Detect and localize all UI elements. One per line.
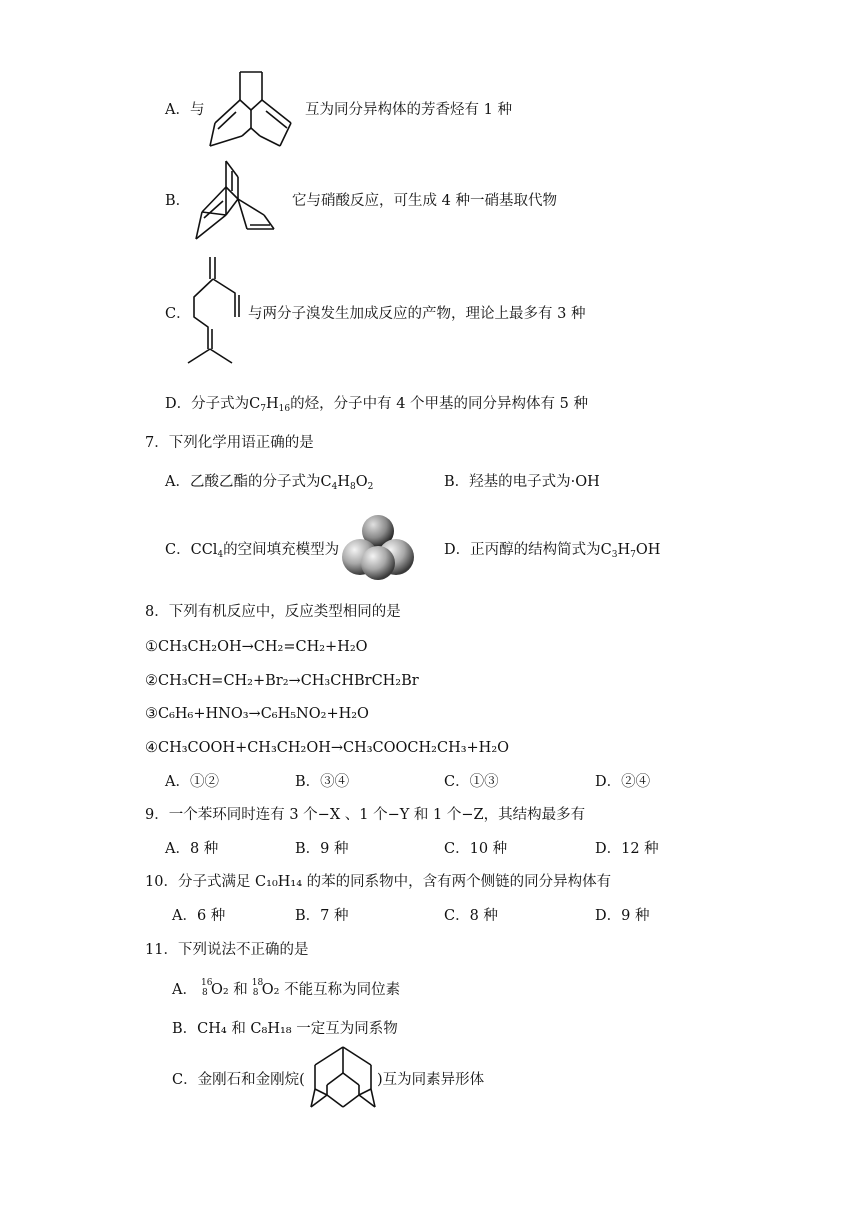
q11-stem: 11．下列说法不正确的是: [145, 942, 309, 958]
adamantane-structure-icon: [307, 1045, 379, 1111]
q8-reaction-4: ④CH₃COOH+CH₃CH₂OH→CH₃COOCH₂CH₃+H₂O: [145, 740, 510, 756]
q7-option-d-formula: $C_3H_7OH$: [600, 542, 661, 560]
q11-option-a-mid: O₂ 和: [210, 982, 248, 998]
q8-option-c: C．①③: [444, 774, 499, 790]
q11-option-c-prefix: C．金刚石和金刚烷(: [172, 1072, 305, 1088]
q6-option-d-suffix: 的烃，分子中有 4 个甲基的同分异构体有 5 种: [290, 396, 588, 412]
q6-option-d-sub-16: 16: [278, 404, 291, 414]
q6-option-a-text: 互为同分异构体的芳香烃有 1 种: [305, 102, 512, 118]
oxygen-18-isotope-notation: 18 8: [251, 978, 264, 998]
q9-stem: 9．一个苯环同时连有 3 个−X 、1 个−Y 和 1 个−Z，其结构最多有: [145, 807, 586, 823]
q6-option-a-label: A．与: [165, 102, 205, 118]
oxygen-16-isotope-notation: 16 8: [200, 978, 213, 998]
q7-option-a: [165, 472, 373, 492]
q6-option-b-label: B．: [165, 193, 191, 209]
barrelene-structure-b-icon: [192, 157, 287, 242]
q9-option-b: B．9 种: [295, 841, 349, 857]
q10-option-c: C．8 种: [444, 908, 498, 924]
q7-option-c-suffix: 的空间填充模型为: [223, 542, 340, 558]
q11-option-c-suffix: )互为同素异形体: [377, 1072, 485, 1088]
q6-option-d-formula-c: C: [249, 396, 261, 412]
q6-option-c-text: 与两分子溴发生加成反应的产物，理论上最多有 3 种: [248, 306, 586, 322]
q8-option-a: A．①②: [165, 774, 219, 790]
q8-option-d: D．②④: [595, 774, 651, 790]
ccl4-space-filling-model-icon: [342, 515, 414, 581]
q7-option-b: B．羟基的电子式为·OH: [444, 474, 600, 490]
q10-option-d: D．9 种: [595, 908, 650, 924]
q8-reaction-3: ③C₆H₆+HNO₃→C₆H₅NO₂+H₂O: [145, 706, 369, 722]
q9-option-a: A．8 种: [165, 841, 219, 857]
q9-option-c: C．10 种: [444, 841, 508, 857]
q9-option-d: D．12 种: [595, 841, 659, 857]
q7-option-d: [444, 540, 660, 560]
myrcene-structure-icon: [180, 255, 250, 370]
q6-option-c-label: C．: [165, 306, 191, 322]
q11-option-a: [172, 980, 400, 1000]
q7-option-a-formula: $C_4H_8O_2$: [320, 474, 374, 492]
q8-reaction-1: ①CH₃CH₂OH→CH₂=CH₂+H₂O: [145, 639, 368, 655]
q8-option-b: B．③④: [295, 774, 350, 790]
q8-reaction-2: ②CH₃CH=CH₂+Br₂→CH₃CHBrCH₂Br: [145, 673, 419, 689]
q6-option-d: [165, 394, 588, 414]
q6-option-d-prefix: D．分子式为: [165, 396, 250, 412]
q11-option-a-end: O₂ 不能互称为同位素: [261, 982, 401, 998]
q6-option-d-formula-h: H: [265, 396, 279, 412]
q7-option-d-prefix: D．正丙醇的结构简式为: [444, 542, 601, 558]
q7-option-a-prefix: A．乙酸乙酯的分子式为: [165, 474, 321, 490]
q6-option-b-text: 它与硝酸反应，可生成 4 种一硝基取代物: [292, 193, 557, 209]
q11-option-b: B．CH₄ 和 C₈H₁₈ 一定互为同系物: [172, 1021, 398, 1037]
q8-stem: 8．下列有机反应中，反应类型相同的是: [145, 604, 401, 620]
q11-option-a-label: A．: [172, 982, 197, 998]
q10-option-b: B．7 种: [295, 908, 349, 924]
q7-stem: 7．下列化学用语正确的是: [145, 435, 314, 451]
q6-option-d-sub-7: 7: [260, 404, 266, 414]
q7-option-c: [165, 540, 339, 560]
q7-option-c-prefix: C．CCl: [165, 542, 218, 558]
q7-option-c-sub: 4: [217, 550, 224, 560]
barrelene-structure-icon: [205, 68, 300, 150]
q10-option-a: A．6 种: [172, 908, 226, 924]
q10-stem: 10．分子式满足 C₁₀H₁₄ 的苯的同系物中，含有两个侧链的同分异构体有: [145, 874, 612, 890]
